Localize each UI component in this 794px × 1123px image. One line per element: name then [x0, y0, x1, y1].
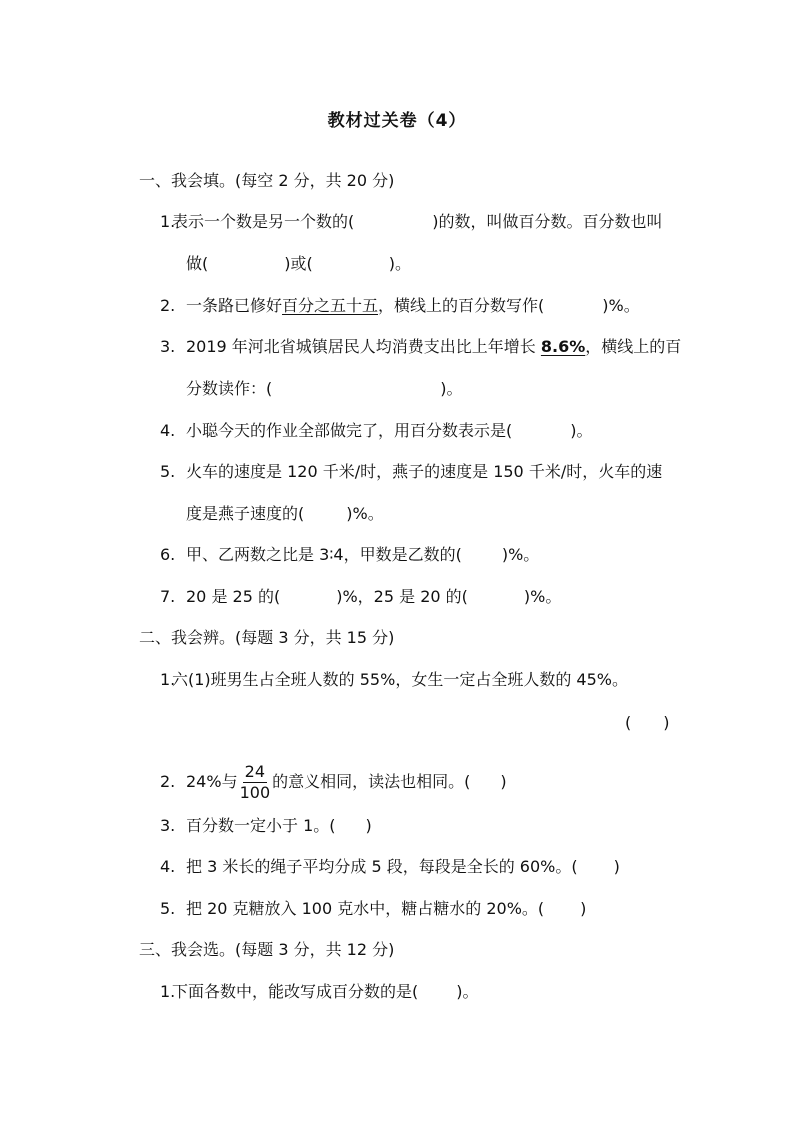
- s1-q3-line1: 3. 2019 年河北省城镇居民人均消费支出比上年增长 8.6%，横线上的百: [160, 337, 682, 356]
- question-number: 2.: [160, 772, 176, 791]
- s1-q5-line2: 度是燕子速度的( )%。: [186, 504, 384, 523]
- s1-q1-line1: 1.表示一个数是另一个数的( )的数，叫做百分数。百分数也叫: [160, 212, 663, 231]
- s2-q1: 1.六(1)班男生占全班人数的 55%，女生一定占全班人数的 45%。: [160, 670, 628, 689]
- question-number: 3.: [160, 337, 176, 356]
- question-number: 1.: [160, 982, 176, 1001]
- section-2-heading: 二、我会辨。(每题 3 分，共 15 分): [139, 628, 395, 647]
- question-number: 2.: [160, 296, 176, 315]
- s1-q6: 6. 甲、乙两数之比是 3∶4，甲数是乙数的( )%。: [160, 545, 540, 564]
- underlined-text: 8.6%: [540, 337, 586, 356]
- s2-q4: 4. 把 3 米长的绳子平均分成 5 段，每段是全长的 60%。( ): [160, 857, 620, 876]
- question-number: 1.: [160, 212, 176, 231]
- answer-paren[interactable]: ( ): [625, 713, 670, 732]
- fraction-denominator: 100: [239, 783, 271, 802]
- s2-q2: 2. 24%与 $\frac{24}{100}$ 的意义相同，读法也相同。( ): [160, 762, 507, 802]
- section-1-heading: 一、我会填。(每空 2 分，共 20 分): [139, 171, 395, 190]
- section-3-heading: 三、我会选。(每题 3 分，共 12 分): [139, 940, 395, 959]
- s3-q1: 1.下面各数中，能改写成百分数的是( )。: [160, 982, 479, 1001]
- question-number: 4.: [160, 421, 176, 440]
- s2-q3: 3. 百分数一定小于 1。( ): [160, 816, 372, 835]
- question-number: 6.: [160, 545, 176, 564]
- question-number: 5.: [160, 462, 176, 481]
- question-number: 5.: [160, 899, 176, 918]
- fraction: [240, 762, 271, 803]
- s1-q1-line2: 做( )或( )。: [186, 254, 411, 273]
- s1-q2: 2. 一条路已修好百分之五十五，横线上的百分数写作( )%。: [160, 296, 640, 315]
- question-number: 4.: [160, 857, 176, 876]
- question-number: 3.: [160, 816, 176, 835]
- page-title: 教材过关卷（4）: [327, 111, 467, 131]
- s2-q5: 5. 把 20 克糖放入 100 克水中，糖占糖水的 20%。( ): [160, 899, 587, 918]
- s1-q5-line1: 5. 火车的速度是 120 千米/时，燕子的速度是 150 千米/时，火车的速: [160, 462, 663, 481]
- fraction-numerator: 24: [244, 762, 266, 781]
- underlined-text: 百分之五十五: [282, 296, 379, 315]
- question-number: 1.: [160, 670, 176, 689]
- s1-q3-line2: 分数读作：( )。: [186, 379, 463, 398]
- question-number: 7.: [160, 587, 176, 606]
- s1-q7: 7. 20 是 25 的( )%，25 是 20 的( )%。: [160, 587, 562, 606]
- s1-q4: 4. 小聪今天的作业全部做完了，用百分数表示是( )。: [160, 421, 593, 440]
